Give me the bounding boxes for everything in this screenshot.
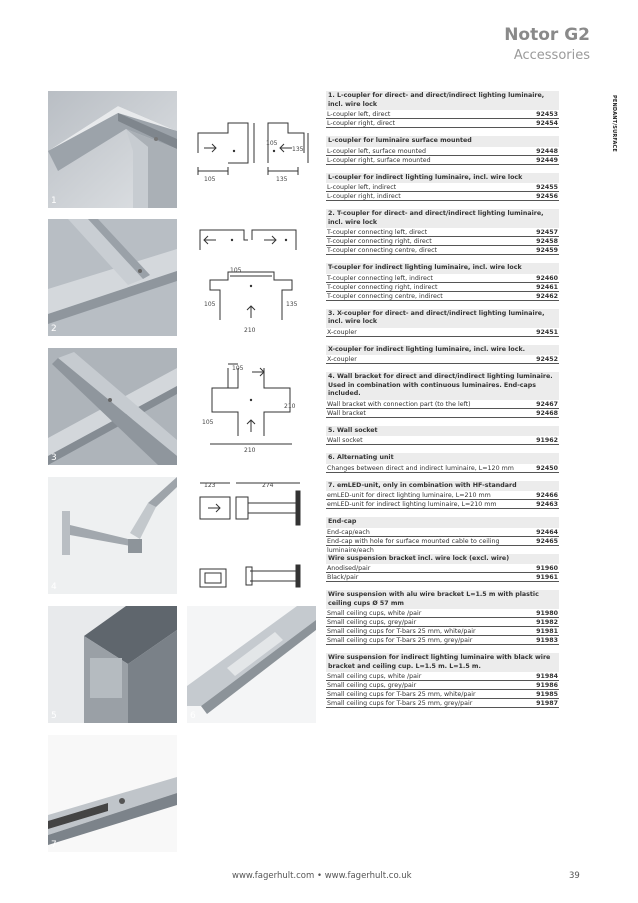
spec-label: Small ceiling cups for T-bars 25 mm, grey/pair (327, 700, 473, 707)
spec-label: emLED-unit for direct lighting luminaire, L=210 mm (327, 492, 491, 499)
spec-row (326, 400, 559, 409)
spec-group (326, 481, 559, 510)
spec-row (326, 183, 559, 192)
spec-number: 92451 (536, 328, 558, 336)
photo-l-coupler (48, 91, 177, 208)
spec-row (326, 627, 559, 636)
photo-number: 6 (190, 711, 196, 721)
spec-number: 92455 (536, 184, 558, 191)
spec-group (326, 590, 559, 645)
photo-emled-unit (48, 735, 177, 852)
spec-group (326, 91, 559, 128)
t-coupler-drawing (188, 220, 316, 335)
spec-number: 92454 (536, 120, 558, 127)
page-number: 39 (569, 871, 580, 881)
spec-row (326, 156, 559, 165)
dim-label: 210 (284, 403, 296, 410)
spec-group (326, 309, 559, 337)
wall-socket-image (48, 606, 177, 723)
spec-number: 92461 (536, 283, 558, 291)
spec-label: X-coupler (327, 328, 357, 336)
spec-label: T-coupler connecting right, indirect (327, 283, 438, 291)
spec-row (326, 573, 559, 582)
photo-wall-bracket (48, 477, 177, 594)
spec-row (326, 292, 559, 301)
wall-bracket-drawing (188, 477, 316, 592)
spec-number: 92458 (536, 238, 558, 245)
spec-row (326, 681, 559, 690)
spec-label: L-coupler right, direct (327, 120, 395, 127)
photo-number: 1 (51, 196, 57, 206)
dim-label: 135 (292, 146, 304, 153)
spec-label: T-coupler connecting centre, direct (327, 247, 438, 254)
dim-label: 105 (202, 419, 214, 426)
spec-row (326, 274, 559, 283)
spec-number: 92467 (536, 400, 558, 408)
spec-group (326, 653, 559, 708)
spec-row (326, 283, 559, 292)
spec-label: Small ceiling cups, white /pair (327, 610, 422, 617)
dim-label: 105 (230, 267, 242, 274)
spec-group (326, 554, 559, 583)
spec-group-heading: 7. emLED-unit, only in combination with HF-standard (326, 481, 559, 492)
spec-label: L-coupler right, surface mounted (327, 156, 431, 164)
spec-group (326, 453, 559, 473)
t-coupler-diagram (188, 220, 316, 335)
spec-number: 92449 (536, 156, 558, 164)
spec-label: Small ceiling cups for T-bars 25 mm, grey/pair (327, 637, 473, 644)
spec-number: 92453 (536, 111, 558, 118)
dim-label: 210 (244, 327, 256, 334)
spec-label: Small ceiling cups, white /pair (327, 673, 422, 680)
spec-label: Black/pair (327, 574, 359, 581)
spec-group (326, 173, 559, 202)
spec-label: X-coupler (327, 356, 357, 363)
spec-label: End-cap with hole for surface mounted cable to ceiling luminaire/each (327, 537, 500, 554)
photo-wall-socket (48, 606, 177, 723)
spec-row (326, 355, 559, 364)
spec-row (326, 618, 559, 627)
photo-number: 3 (51, 453, 57, 463)
side-tab-label: PENDANT/SURFACE (611, 95, 617, 153)
spec-row (326, 464, 559, 473)
spec-label: Wall bracket (327, 409, 366, 417)
photo-t-coupler (48, 219, 177, 336)
spec-group-heading: 5. Wall socket (326, 426, 559, 437)
alternating-unit-image (187, 606, 316, 723)
spec-label: L-coupler left, direct (327, 111, 391, 118)
dim-label: 135 (276, 176, 288, 183)
dim-label: 105 (266, 140, 278, 147)
spec-row (326, 110, 559, 119)
spec-number: 91960 (536, 565, 558, 572)
spec-number: 92464 (536, 528, 558, 536)
spec-label: T-coupler connecting right, direct (327, 238, 432, 245)
photo-number: 5 (51, 711, 57, 721)
photo-alternating-unit (187, 606, 316, 723)
spec-row (326, 246, 559, 255)
spec-number: 91984 (536, 673, 558, 680)
spec-label: emLED-unit for indirect lighting luminaire, L=210 mm (327, 501, 497, 508)
dim-label: 105 (204, 301, 216, 308)
spec-label: Small ceiling cups, grey/pair (327, 619, 417, 626)
dim-label: 274 (262, 482, 274, 489)
spec-group-heading: Wire suspension with alu wire bracket L=1.5 m with plastic ceiling cups Ø 57 mm (326, 590, 559, 609)
spec-number: 91987 (536, 700, 558, 707)
page-title: Notor G2 (504, 25, 590, 45)
spec-group-heading: X-coupler for indirect lighting luminaire, incl. wire lock. (326, 345, 559, 356)
spec-number: 92452 (536, 356, 558, 363)
spec-number: 92462 (536, 292, 558, 300)
spec-row (326, 636, 559, 645)
dim-label: 105 (232, 365, 244, 372)
spec-group (326, 263, 559, 301)
spec-number: 92450 (536, 464, 558, 472)
l-coupler-diagram (188, 93, 316, 183)
spec-label: T-coupler connecting centre, indirect (327, 292, 443, 300)
spec-row (326, 564, 559, 573)
spec-number: 91981 (536, 628, 558, 635)
spec-row (326, 537, 559, 554)
spec-number: 91961 (536, 574, 558, 581)
spec-group (326, 209, 559, 255)
wall-bracket-diagram (188, 477, 316, 592)
spec-group-heading: 1. L-coupler for direct- and direct/indirect lighting luminaire, incl. wire lock (326, 91, 559, 110)
spec-number: 92466 (536, 492, 558, 499)
spec-label: L-coupler left, surface mounted (327, 147, 426, 155)
spec-number: 91982 (536, 619, 558, 626)
photo-x-coupler (48, 348, 177, 465)
spec-group (326, 517, 559, 554)
spec-number: 92468 (536, 409, 558, 417)
spec-row (326, 699, 559, 708)
spec-number: 92448 (536, 147, 558, 155)
spec-group-heading: Wire suspension for indirect lighting luminaire with black wire bracket and ceiling cup. L=1.5 m. L=1.5 m. (326, 653, 559, 672)
spec-group-heading: 3. X-coupler for direct- and direct/indirect lighting luminaire, incl. wire lock (326, 309, 559, 328)
spec-group-heading: T-coupler for indirect lighting luminaire, incl. wire lock (326, 263, 559, 274)
spec-group (326, 372, 559, 418)
spec-number: 92463 (536, 501, 558, 508)
spec-group-heading: End-cap (326, 517, 559, 528)
spec-group (326, 136, 559, 165)
photo-number: 4 (51, 582, 57, 592)
spec-label: Wall bracket with connection part (to the left) (327, 400, 471, 408)
spec-number: 92465 (536, 537, 558, 545)
spec-label: Small ceiling cups for T-bars 25 mm, white/pair (327, 628, 476, 635)
l-coupler-image (48, 91, 177, 208)
spec-label: Small ceiling cups for T-bars 25 mm, white/pair (327, 691, 476, 698)
spec-label: T-coupler connecting left, indirect (327, 274, 433, 282)
t-coupler-image (48, 219, 177, 336)
dim-label: 210 (244, 447, 256, 454)
spec-row (326, 147, 559, 156)
spec-number: 92459 (536, 247, 558, 254)
spec-number: 92457 (536, 229, 558, 236)
spec-group-heading: 6. Alternating unit (326, 453, 559, 464)
spec-label: End-cap/each (327, 528, 370, 536)
spec-label: Changes between direct and indirect luminaire, L=120 mm (327, 464, 514, 472)
spec-label: L-coupler right, indirect (327, 193, 401, 200)
l-coupler-drawing (188, 93, 316, 183)
x-coupler-image (48, 348, 177, 465)
spec-label: Small ceiling cups, grey/pair (327, 682, 417, 689)
spec-label: T-coupler connecting left, direct (327, 229, 428, 236)
spec-row (326, 436, 559, 445)
spec-group-heading: L-coupler for luminaire surface mounted (326, 136, 559, 147)
x-coupler-drawing (188, 352, 316, 457)
spec-number: 91985 (536, 691, 558, 698)
spec-group (326, 426, 559, 446)
spec-row (326, 500, 559, 509)
x-coupler-diagram (188, 352, 316, 457)
emled-unit-image (48, 735, 177, 852)
photo-number: 2 (51, 324, 57, 334)
page-subtitle: Accessories (513, 48, 590, 63)
spec-list (326, 91, 559, 708)
dim-label: 135 (286, 301, 298, 308)
spec-number: 91962 (536, 437, 558, 444)
spec-row (326, 609, 559, 618)
spec-number: 91983 (536, 637, 558, 644)
spec-number: 92460 (536, 274, 558, 282)
spec-row (326, 409, 559, 418)
spec-number: 92456 (536, 193, 558, 200)
spec-row (326, 528, 559, 537)
spec-row (326, 690, 559, 699)
spec-group (326, 345, 559, 365)
spec-group-heading: Wire suspension bracket incl. wire lock (excl. wire) (326, 554, 559, 565)
spec-row (326, 328, 559, 337)
spec-group-heading: L-coupler for indirect lighting luminaire, incl. wire lock (326, 173, 559, 184)
spec-label: Anodised/pair (327, 565, 371, 572)
spec-label: Wall socket (327, 437, 363, 444)
wall-bracket-image (48, 477, 177, 594)
spec-group-heading: 2. T-coupler for direct- and direct/indirect lighting luminaire, incl. wire lock (326, 209, 559, 228)
spec-row (326, 119, 559, 128)
photo-number: 7 (51, 840, 57, 850)
footer-links[interactable]: www.fagerhult.com • www.fagerhult.co.uk (232, 871, 412, 881)
spec-row (326, 672, 559, 681)
spec-row (326, 491, 559, 500)
side-tab (612, 95, 622, 165)
spec-label: L-coupler left, indirect (327, 184, 397, 191)
spec-row (326, 228, 559, 237)
spec-row (326, 192, 559, 201)
spec-group-heading: 4. Wall bracket for direct and direct/indirect lighting luminaire. Used in combination with continuous luminaires. End-caps included. (326, 372, 559, 400)
spec-row (326, 237, 559, 246)
spec-number: 91986 (536, 682, 558, 689)
dim-label: 105 (204, 176, 216, 183)
dim-label: 123 (204, 482, 216, 489)
spec-number: 91980 (536, 610, 558, 617)
